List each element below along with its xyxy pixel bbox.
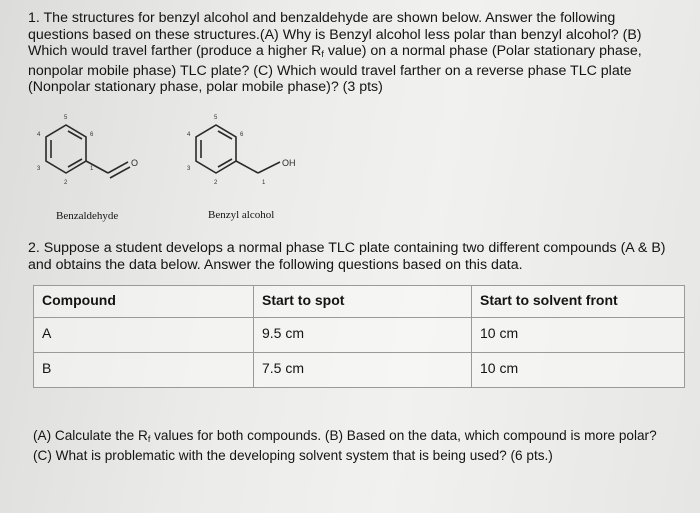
benzyl-alcohol-num-3: 3 [187, 166, 191, 172]
benzyl-alcohol-ring [196, 125, 236, 173]
question-2-followup-text: (A) Calculate the $R_f$ values for both compounds. (B) Based on the data, which compound is more polar? (C) What is problematic with the developing solvent system that is being used? (6 pts.) [33, 428, 657, 463]
question-1-text: 1. The structures for benzyl alcohol and benzaldehyde are shown below. Answer the following questions based on these structures.(A) Why is Benzyl alcohol less polar than benzyl alcohol? (B) Which would travel farther (produce a higher $R_f$ value) on a normal phase (Polar stationary phase, nonpolar mobile phase) TLC plate? (C) Which would travel farther on a reverse phase TLC plate (Nonpolar stationary phase, polar mobile phase)? (3 pts) [28, 10, 642, 96]
table-row [34, 353, 685, 388]
cell-start-to-solvent-front: 10 cm [472, 318, 685, 353]
benzyl-alcohol-num-1: 1 [262, 180, 266, 186]
question-1 [28, 10, 676, 96]
header-compound: Compound [34, 286, 254, 318]
benzyl-alcohol-structure [196, 125, 280, 173]
benzaldehyde-num-3: 3 [37, 166, 41, 172]
question-2 [28, 240, 676, 273]
benzyl-alcohol-num-2: 2 [214, 180, 218, 186]
benzyl-alcohol-num-6: 6 [240, 132, 244, 138]
table-row [34, 318, 685, 353]
cell-start-to-spot: 9.5 cm [254, 318, 472, 353]
benzaldehyde-oxygen-label: O [131, 158, 139, 168]
benzyl-alcohol-oh-label: OH [282, 158, 296, 168]
cell-start-to-spot: 7.5 cm [254, 353, 472, 388]
header-start-to-spot: Start to spot [254, 286, 472, 318]
benzyl-alcohol-bond-1 [236, 161, 258, 173]
benzaldehyde-name: Benzaldehyde [56, 210, 119, 222]
benzaldehyde-num-5: 5 [64, 115, 68, 121]
benzaldehyde-structure [46, 125, 130, 178]
benzaldehyde-num-4: 4 [37, 132, 41, 138]
structures-figure [24, 108, 354, 228]
cell-start-to-solvent-front: 10 cm [472, 353, 685, 388]
question-2-followup [33, 428, 673, 463]
cell-compound: A [34, 318, 254, 353]
benzyl-alcohol-name: Benzyl alcohol [208, 209, 275, 221]
benzyl-alcohol-num-5: 5 [214, 115, 218, 121]
tlc-data-table [33, 285, 685, 388]
benzaldehyde-num-1: 1 [90, 166, 94, 172]
cell-compound: B [34, 353, 254, 388]
benzyl-alcohol-co-bond [258, 162, 280, 173]
question-2-intro: 2. Suppose a student develops a normal phase TLC plate containing two different compounds (A & B) and obtains the data below. Answer the following questions based on this data. [28, 240, 666, 273]
benzyl-alcohol-num-4: 4 [187, 132, 191, 138]
table-header-row [34, 286, 685, 318]
benzaldehyde-num-6: 6 [90, 132, 94, 138]
benzaldehyde-co-bond [108, 162, 128, 173]
benzaldehyde-num-2: 2 [64, 180, 68, 186]
header-start-to-solvent-front: Start to solvent front [472, 286, 685, 318]
benzaldehyde-ring [46, 125, 86, 173]
